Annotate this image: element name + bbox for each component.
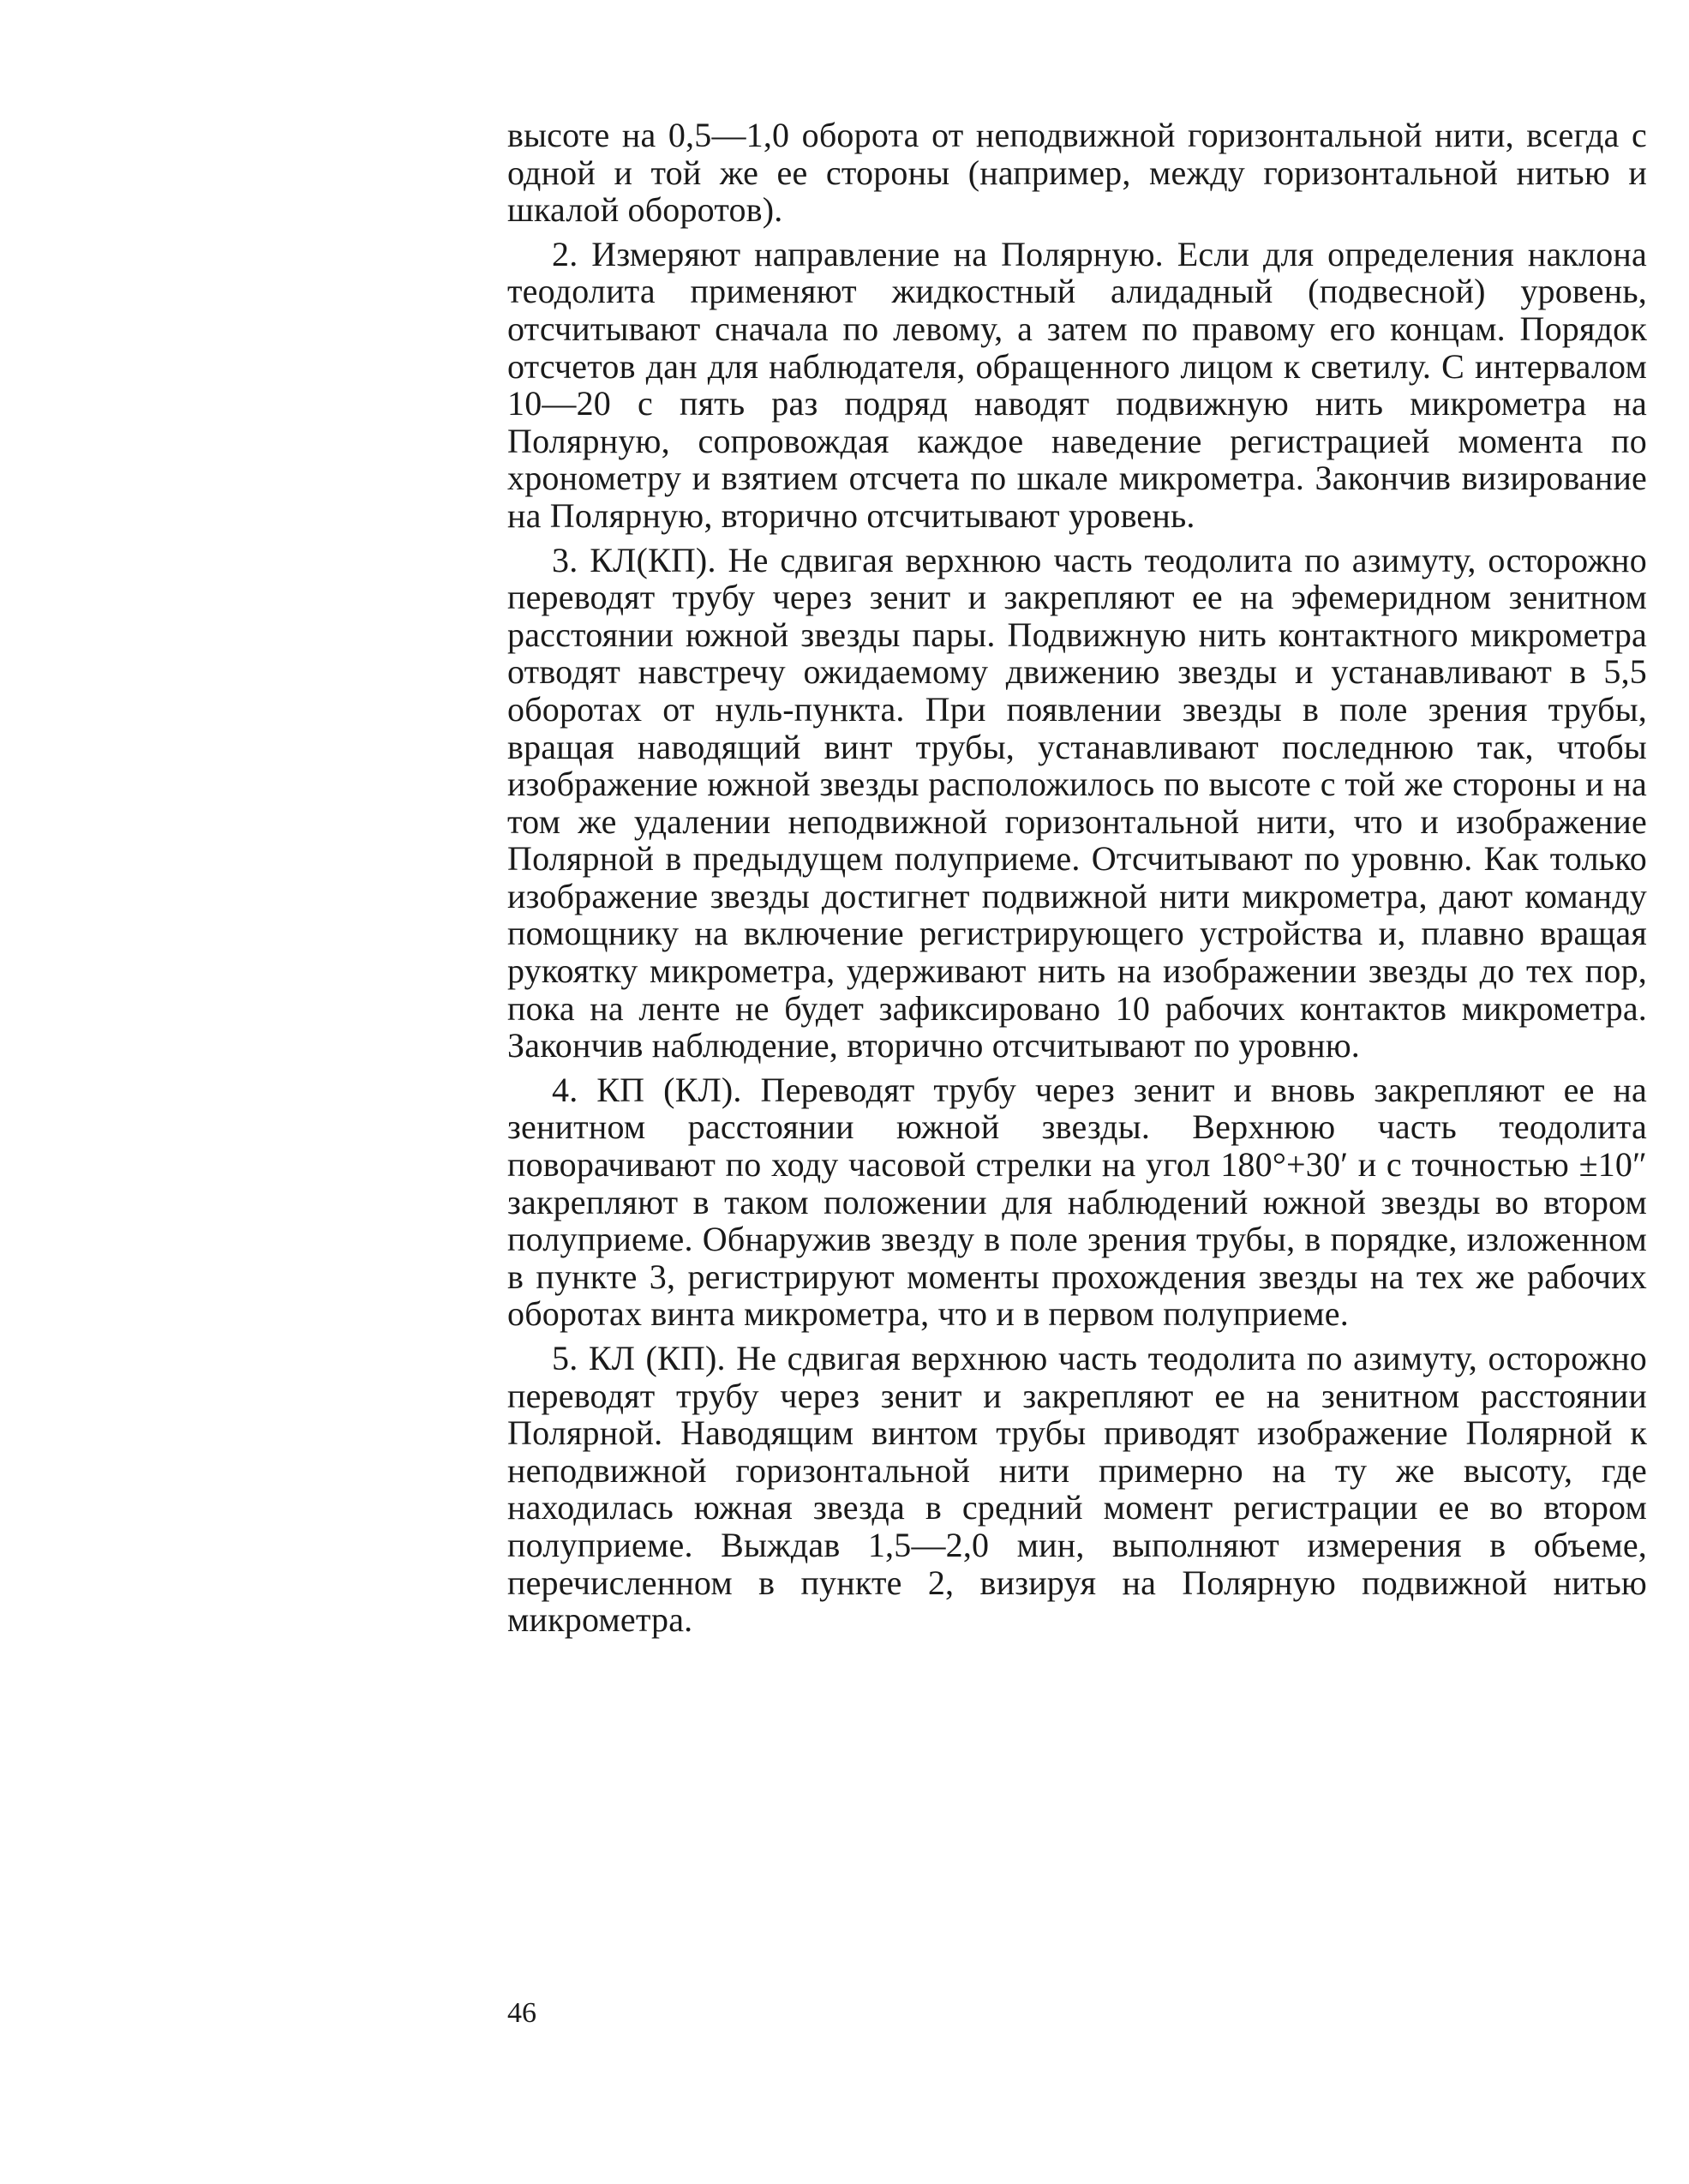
body-text — [507, 117, 1647, 1639]
paragraph-step-5: 5. КЛ (КП). Не сдвигая верхнюю часть теодолита по азимуту, осторожно переводят трубу через зенит и закрепляют ее на зенитном расстоянии Полярной. Наводящим винтом трубы приводят изображение Полярной к неподвижной горизонтальной нити примерно на ту же высоту, где находилась южная звезда в средний момент регистрации ее во втором полуприеме. Выждав 1,5—2,0 мин, выполняют измерения в объеме, перечисленном в пункте 2, визируя на Полярную подвижной нитью микрометра. — [507, 1339, 1647, 1640]
paragraph-step-2: 2. Измеряют направление на Полярную. Если для определения наклона теодолита применяют жидкостный алидадный (подвесной) уровень, отсчитывают сначала по левому, а затем по правому его концам. Порядок отсчетов дан для наблюдателя, обращенного лицом к светилу. С интервалом 10—20 с пять раз подряд наводят подвижную нить микрометра на Полярную, сопровождая каждое наведение регистрацией момента по хронометру и взятием отсчета по шкале микрометра. Закончив визирование на Полярную, вторично отсчитывают уровень. — [507, 234, 1647, 535]
page-number: 46 — [507, 1997, 536, 2029]
paragraph-continuation: высоте на 0,5—1,0 оборота от неподвижной горизонтальной нити, всегда с одной и той же ее стороны (например, между горизонтальной нитью и шкалой оборотов). — [507, 116, 1647, 230]
document-page — [507, 117, 1647, 1646]
paragraph-step-3: 3. КЛ(КП). Не сдвигая верхнюю часть теодолита по азимуту, осторожно переводят трубу через зенит и закрепляют ее на эфемеридном зенитном расстоянии южной звезды пары. Подвижную нить контактного микрометра отводят навстречу ожидаемому движению звезды и устанавливают в 5,5 оборотах от нуль-пункта. При появлении звезды в поле зрения трубы, вращая наводящий винт трубы, устанавливают последнюю так, чтобы изображение южной звезды расположилось по высоте с той же стороны и на том же удалении неподвижной горизонтальной нити, что и изображение Полярной в предыдущем полуприеме. Отсчитывают по уровню. Как только изображение звезды достигнет подвижной нити микрометра, дают команду помощнику на включение регистрирующего устройства и, плавно вращая рукоятку микрометра, удерживают нить на изображении звезды до тех пор, пока на ленте не будет зафиксировано 10 рабочих контактов микрометра. Закончив наблюдение, вторично отсчитывают по уровню. — [507, 540, 1647, 1065]
paragraph-step-4: 4. КП (КЛ). Переводят трубу через зенит и вновь закрепляют ее на зенитном расстоянии южной звезды. Верхнюю часть теодолита поворачивают по ходу часовой стрелки на угол 180°+30′ и с точностью ±10″ закрепляют в таком положении для наблюдений южной звезды во втором полуприеме. Обнаружив звезду в поле зрения трубы, в порядке, изложенном в пункте 3, регистрируют моменты прохождения звезды на тех же рабочих оборотах винта микрометра, что и в первом полуприеме. — [507, 1070, 1647, 1334]
